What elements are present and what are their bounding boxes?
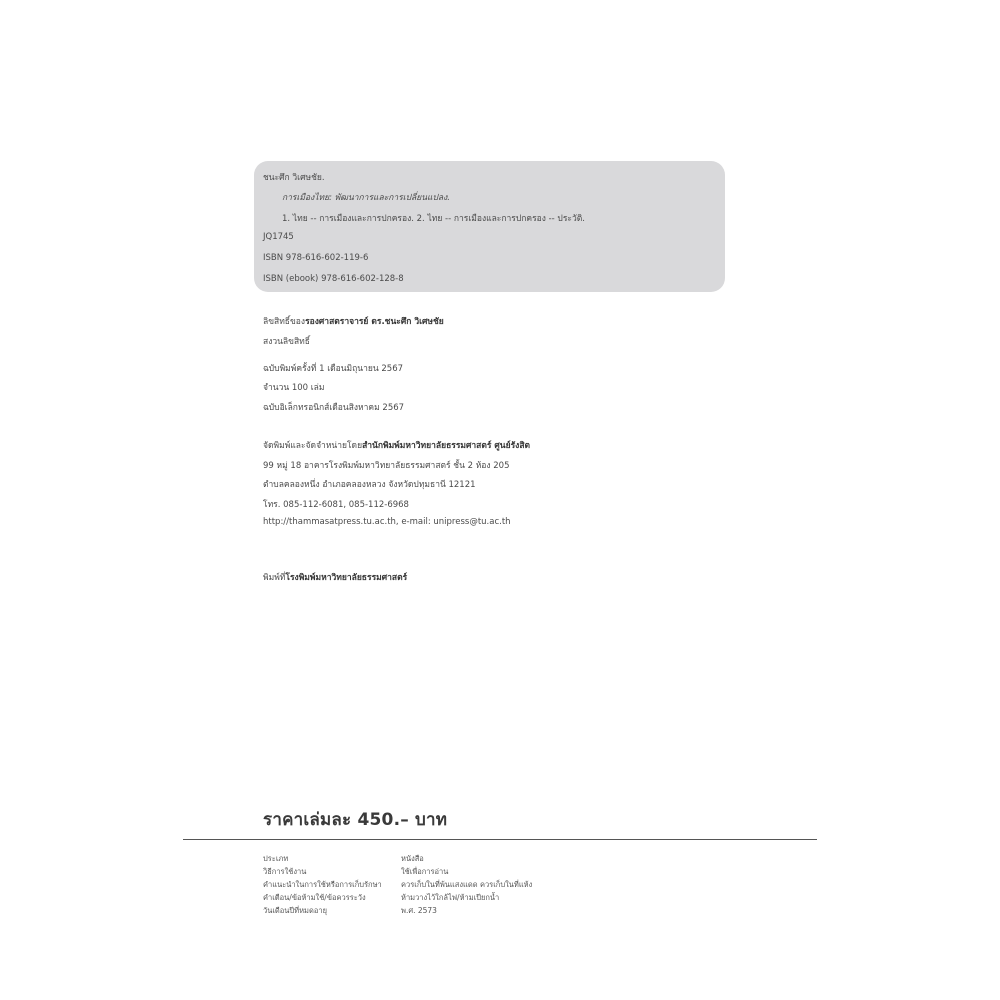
printer-prefix: พิมพ์ที่ [263, 573, 286, 583]
publisher-address-1: 99 หมู่ 18 อาคารโรงพิมพ์มหาวิทยาลัยธรรมศาสตร์ ชั้น 2 ห้อง 205 [263, 461, 510, 471]
info-value-expiry: พ.ศ. 2573 [401, 906, 437, 915]
publisher-prefix: จัดพิมพ์และจัดจำหน่ายโดย [263, 441, 363, 451]
cip-isbn-ebook: ISBN (ebook) 978-616-602-128-8 [263, 274, 404, 284]
edition-copies: จำนวน 100 เล่ม [263, 383, 325, 393]
cip-box [254, 161, 725, 292]
copyright-reserved: สงวนลิขสิทธิ์ [263, 337, 310, 347]
cip-isbn: ISBN 978-616-602-119-6 [263, 253, 369, 263]
cip-title: การเมืองไทย: พัฒนาการและการเปลี่ยนแปลง. [282, 193, 450, 203]
copyright-line [263, 314, 444, 328]
edition-ebook: ฉบับอิเล็กทรอนิกส์เดือนสิงหาคม 2567 [263, 403, 405, 413]
cip-author: ชนะศึก วิเศษชัย. [263, 173, 325, 183]
printer-line [263, 570, 407, 584]
info-value-warning: ห้ามวางไว้ใกล้ไฟ/ห้ามเปียกน้ำ [401, 893, 500, 902]
info-value-usage: ใช้เพื่อการอ่าน [401, 867, 449, 876]
info-value-type: หนังสือ [401, 854, 424, 863]
edition-first-print: ฉบับพิมพ์ครั้งที่ 1 เดือนมิถุนายน 2567 [263, 364, 404, 374]
publisher-phone: โทร. 085-112-6081, 085-112-6968 [263, 500, 409, 510]
info-label-care: คำแนะนำในการใช้หรือการเก็บรักษา [263, 880, 382, 889]
price: ราคาเล่มละ 450.– บาท [263, 810, 448, 830]
publisher-web: http://thammasatpress.tu.ac.th, e-mail: unipress@tu.ac.th [263, 517, 511, 527]
divider [183, 839, 817, 840]
copyright-owner: รองศาสตราจารย์ ดร.ชนะศึก วิเศษชัย [305, 317, 444, 327]
publisher-address-2: ตำบลคลองหนึ่ง อำเภอคลองหลวง จังหวัดปทุมธานี 12121 [263, 480, 476, 490]
cip-subjects: 1. ไทย -- การเมืองและการปกครอง. 2. ไทย -- การเมืองและการปกครอง -- ประวัติ. [282, 214, 585, 224]
cip-call-number: JQ1745 [263, 232, 294, 242]
info-label-expiry: วันเดือนปีที่หมดอายุ [263, 906, 327, 915]
info-label-type: ประเภท [263, 854, 289, 863]
info-value-care: ควรเก็บในที่พ้นแสงแดด ควรเก็บในที่แห้ง [401, 880, 533, 889]
printer-name: โรงพิมพ์มหาวิทยาลัยธรรมศาสตร์ [285, 573, 408, 583]
publisher-name: สำนักพิมพ์มหาวิทยาลัยธรรมศาสตร์ ศูนย์รังสิต [362, 441, 531, 451]
copyright-prefix: ลิขสิทธิ์ของ [263, 317, 306, 327]
publisher-line [263, 438, 530, 452]
info-label-usage: วิธีการใช้งาน [263, 867, 307, 876]
info-label-warning: คำเตือน/ข้อห้ามใช้/ข้อควรระวัง [263, 893, 366, 902]
